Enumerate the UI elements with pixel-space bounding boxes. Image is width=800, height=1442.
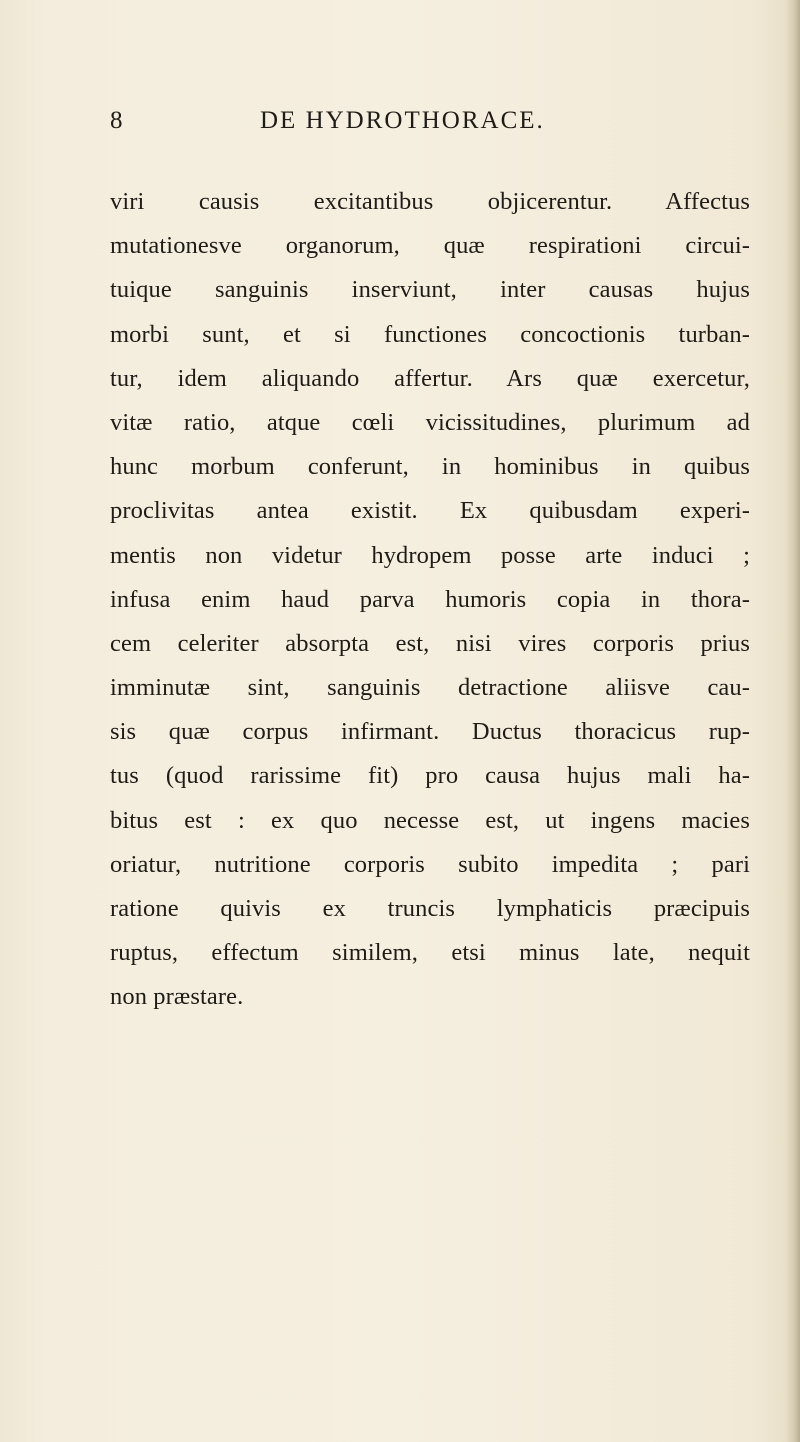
text-line: viri causis excitantibus objicerentur. Affectus	[110, 188, 750, 215]
text-line-last: non præstare.	[110, 983, 244, 1011]
running-head	[0, 104, 800, 138]
page-edge-shadow	[786, 0, 800, 1442]
text-line: sis quæ corpus infirmant. Ductus thoracicus rup-	[110, 718, 750, 746]
text-line: tus (quod rarissime fit) pro causa hujus mali ha-	[110, 762, 750, 790]
body-text	[110, 180, 750, 1020]
text-line: bitus est : ex quo necesse est, ut ingens macies	[110, 806, 750, 834]
text-line: mutationesve organorum, quæ respirationi circui-	[110, 232, 750, 260]
text-line: ratione quivis ex truncis lymphaticis præcipuis	[110, 895, 750, 922]
page-number: 8	[110, 107, 124, 134]
text-line: proclivitas antea existit. Ex quibusdam experi-	[110, 497, 750, 525]
text-line: cem celeriter absorpta est, nisi vires corporis prius	[110, 629, 750, 657]
text-line: vitæ ratio, atque cœli vicissitudines, plurimum ad	[110, 408, 750, 436]
text-line: tur, idem aliquando affertur. Ars quæ exercetur,	[110, 364, 750, 392]
text-line: mentis non videtur hydropem posse arte induci ;	[110, 541, 750, 569]
running-title: DE HYDROTHORACE.	[260, 107, 545, 134]
text-line: ruptus, effectum similem, etsi minus late, nequit	[110, 939, 750, 967]
text-line: hunc morbum conferunt, in hominibus in quibus	[110, 453, 750, 481]
text-line: imminutæ sint, sanguinis detractione aliisve cau-	[110, 674, 750, 702]
text-line: infusa enim haud parva humoris copia in thora-	[110, 585, 750, 613]
text-line: oriatur, nutritione corporis subito impedita ; pari	[110, 850, 750, 878]
text-line: tuique sanguinis inserviunt, inter causas hujus	[110, 276, 750, 304]
text-line: morbi sunt, et si functiones concoctionis turban-	[110, 320, 750, 348]
